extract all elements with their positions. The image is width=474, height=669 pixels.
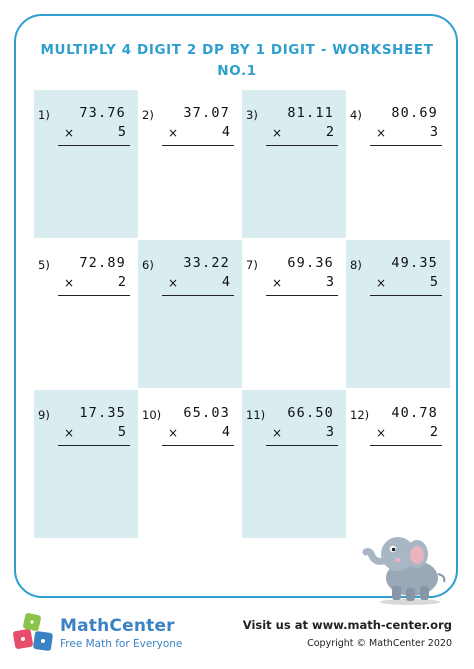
problem-number: 8) [350, 258, 362, 272]
multiplicand: 40.78 [391, 405, 438, 421]
times-sign: × [168, 126, 179, 140]
brand-name: MathCenter [60, 616, 175, 636]
problem-cell [242, 90, 346, 238]
footer [0, 602, 474, 669]
answer-line [266, 145, 338, 146]
times-sign: × [168, 276, 179, 290]
multiplier: 5 [429, 274, 438, 290]
problem-cell [346, 90, 450, 238]
times-sign: × [376, 276, 387, 290]
problem-cell [138, 240, 242, 388]
times-sign: × [168, 426, 179, 440]
problem-number: 3) [246, 108, 258, 122]
multiplicand: 72.89 [79, 255, 126, 271]
answer-line [58, 145, 130, 146]
problem-cell [242, 390, 346, 538]
multiplier: 2 [429, 424, 438, 440]
problem-cell [346, 390, 450, 538]
times-sign: × [272, 426, 283, 440]
problem-cell [242, 240, 346, 388]
visit-website-text: Visit us at www.math-center.org [242, 618, 452, 632]
worksheet-title: MULTIPLY 4 DIGIT 2 DP BY 1 DIGIT - WORKSHEET NO.1 [40, 42, 434, 79]
problem-cell [346, 240, 450, 388]
times-sign: × [376, 126, 387, 140]
brand-tagline: Free Math for Everyone [60, 638, 183, 650]
answer-line [58, 445, 130, 446]
answer-line [370, 295, 442, 296]
multiplicand: 33.22 [183, 255, 230, 271]
multiplicand: 65.03 [183, 405, 230, 421]
problem-cell [34, 240, 138, 388]
problem-cell [34, 390, 138, 538]
problem-number: 5) [38, 258, 50, 272]
multiplier: 3 [325, 424, 334, 440]
problem-cell [138, 390, 242, 538]
problem-number: 6) [142, 258, 154, 272]
answer-line [266, 295, 338, 296]
problem-cell [34, 90, 138, 238]
times-sign: × [272, 126, 283, 140]
problem-number: 1) [38, 108, 50, 122]
multiplicand: 49.35 [391, 255, 438, 271]
answer-line [162, 445, 234, 446]
multiplicand: 17.35 [79, 405, 126, 421]
times-sign: × [64, 426, 75, 440]
problem-number: 11) [246, 408, 266, 422]
times-sign: × [272, 276, 283, 290]
multiplier: 5 [117, 424, 126, 440]
multiplicand: 73.76 [79, 105, 126, 121]
answer-line [370, 145, 442, 146]
answer-line [162, 295, 234, 296]
times-sign: × [376, 426, 387, 440]
multiplier: 4 [221, 274, 230, 290]
problem-cell [138, 90, 242, 238]
problem-number: 10) [142, 408, 162, 422]
multiplier: 2 [117, 274, 126, 290]
answer-line [162, 145, 234, 146]
answer-line [58, 295, 130, 296]
multiplicand: 37.07 [183, 105, 230, 121]
answer-line [370, 445, 442, 446]
multiplicand: 81.11 [287, 105, 334, 121]
multiplier: 5 [117, 124, 126, 140]
multiplier: 4 [221, 124, 230, 140]
multiplicand: 80.69 [391, 105, 438, 121]
elephant-mascot-icon [362, 530, 452, 606]
multiplicand: 66.50 [287, 405, 334, 421]
multiplier: 3 [429, 124, 438, 140]
answer-line [266, 445, 338, 446]
multiplier: 4 [221, 424, 230, 440]
problem-number: 9) [38, 408, 50, 422]
mathcenter-dice-logo-icon [12, 612, 56, 656]
times-sign: × [64, 126, 75, 140]
multiplier: 2 [325, 124, 334, 140]
multiplicand: 69.36 [287, 255, 334, 271]
problem-number: 12) [350, 408, 370, 422]
problem-number: 7) [246, 258, 258, 272]
problem-number: 4) [350, 108, 362, 122]
times-sign: × [64, 276, 75, 290]
multiplier: 3 [325, 274, 334, 290]
problem-number: 2) [142, 108, 154, 122]
copyright-text: Copyright © MathCenter 2020 [307, 638, 452, 649]
